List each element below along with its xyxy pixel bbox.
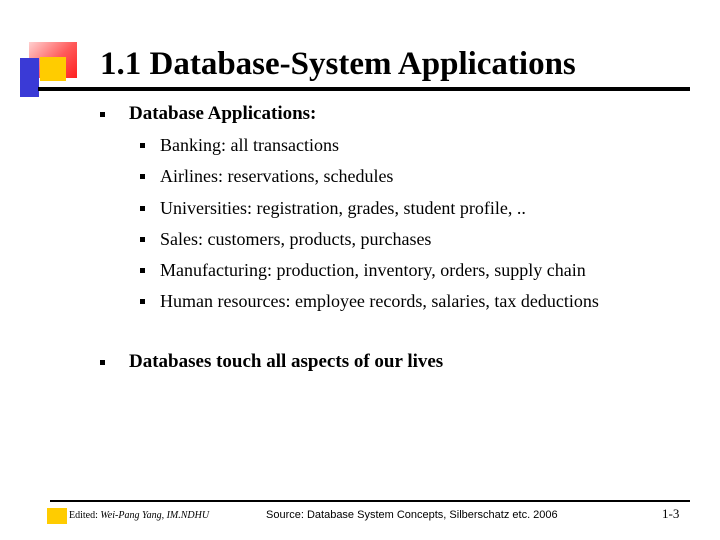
bullet-text: Databases touch all aspects of our lives [129,351,444,372]
sub-bullet-sales [140,229,431,250]
sub-bullet-airlines [140,166,393,187]
footer-divider [50,500,690,502]
logo-blue-square [20,58,39,97]
sub-bullet-text: Sales: customers, products, purchases [160,229,432,249]
bullet-databases-touch [100,351,443,373]
footer-source: Source: Database System Concepts, Silberschatz etc. 2006 [266,509,558,521]
title-underline [38,87,690,91]
bullet-text: Database Applications: [129,103,317,124]
slide-logo [0,0,90,100]
bullet-database-applications [100,103,316,125]
sub-bullet-universities [140,198,526,219]
square-bullet-icon [140,143,145,148]
footer-editor-label: Edited: [69,510,98,521]
slide-title: 1.1 Database-System Applications [100,46,576,82]
sub-bullet-banking [140,135,339,156]
square-bullet-icon [140,299,145,304]
square-bullet-icon [100,360,105,365]
square-bullet-icon [140,206,145,211]
square-bullet-icon [100,112,105,117]
sub-bullet-text: Universities: registration, grades, student profile, .. [160,198,526,218]
footer-yellow-square [47,508,67,524]
square-bullet-icon [140,174,145,179]
sub-bullet-text: Manufacturing: production, inventory, orders, supply chain [160,260,586,280]
sub-bullet-text: Airlines: reservations, schedules [160,166,394,186]
sub-bullet-manufacturing [140,260,586,281]
footer-editor [69,509,209,523]
sub-bullet-text: Banking: all transactions [160,135,339,155]
logo-yellow-square [40,57,66,81]
footer-editor-name: Wei-Pang Yang, IM.NDHU [100,510,210,521]
page-number: 1-3 [662,506,680,521]
sub-bullet-human-resources [140,291,599,312]
square-bullet-icon [140,237,145,242]
square-bullet-icon [140,268,145,273]
sub-bullet-text: Human resources: employee records, salaries, tax deductions [160,291,599,311]
